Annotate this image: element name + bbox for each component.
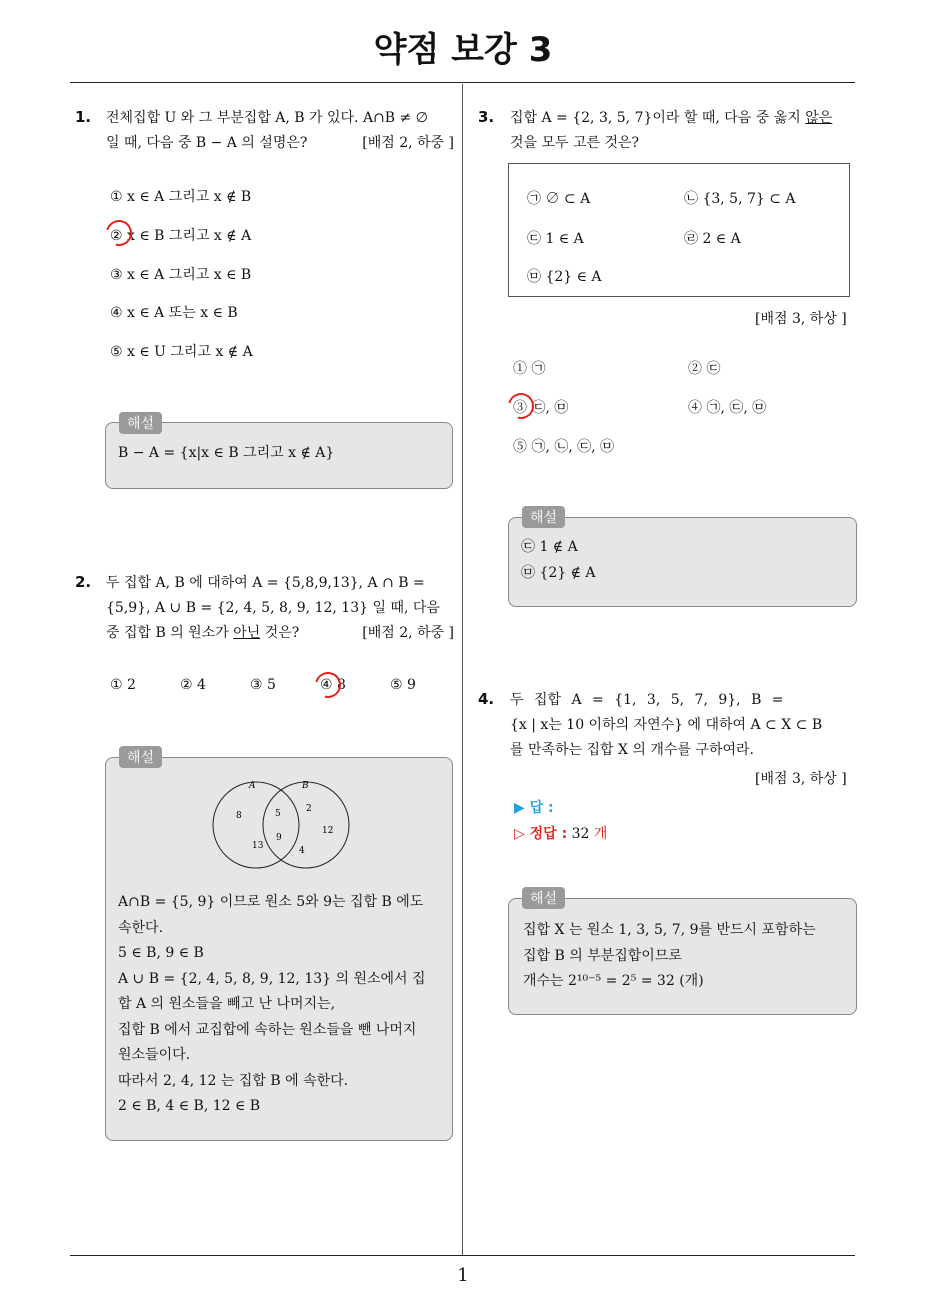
page-number: 1 bbox=[457, 1265, 469, 1286]
question-text bbox=[510, 688, 860, 763]
selected-answer-mark bbox=[310, 667, 346, 703]
option-3[interactable]: ③ x ∈ A 그리고 x ∈ B bbox=[110, 267, 252, 283]
venn-element: 2 bbox=[306, 804, 312, 814]
explanation-tag: 해설 bbox=[522, 506, 565, 528]
option-5[interactable]: ⑤ x ∈ U 그리고 x ∉ A bbox=[110, 344, 253, 360]
option-1[interactable]: ① ㉠ bbox=[513, 361, 546, 377]
option-4[interactable]: ④ 8 bbox=[320, 677, 346, 693]
correct-answer-value: 32 bbox=[571, 826, 590, 842]
statement-2: ㉡ {3, 5, 7} ⊂ A bbox=[684, 191, 796, 207]
question-line bbox=[510, 106, 860, 131]
answer-label[interactable]: ▶ 답 : bbox=[514, 800, 554, 816]
question-text bbox=[106, 571, 458, 646]
venn-element: 8 bbox=[236, 811, 242, 821]
explanation-box bbox=[508, 898, 857, 1015]
explanation-line: A∩B = {5, 9} 이므로 원소 5와 9는 집합 B 에도 bbox=[118, 894, 424, 910]
option-4[interactable]: ④ x ∈ A 또는 x ∈ B bbox=[110, 305, 238, 321]
explanation-line: 집합 B 에서 교집합에 속하는 원소들을 뺀 나머지 bbox=[118, 1021, 417, 1038]
explanation-box bbox=[105, 757, 453, 1141]
statement-5: ㉤ {2} ∈ A bbox=[527, 269, 602, 285]
statement-3: ㉢ 1 ∈ A bbox=[527, 231, 584, 247]
correct-answer-label: ▷ 정답 : bbox=[514, 826, 568, 842]
explanation-line: ㉤ {2} ∉ A bbox=[521, 564, 596, 581]
points-label: [배점 3, 하상 ] bbox=[755, 311, 847, 327]
option-2[interactable]: ② ㉢ bbox=[688, 361, 721, 377]
set-b-circle bbox=[263, 782, 349, 868]
question-stem: 중 집합 B 의 원소가 bbox=[106, 625, 234, 641]
explanation-tag: 해설 bbox=[119, 412, 162, 434]
explanation-tag: 해설 bbox=[522, 887, 565, 909]
option-5[interactable]: ⑤ ㉠, ㉡, ㉢, ㉤ bbox=[513, 439, 615, 455]
points-label: [배점 2, 하중 ] bbox=[362, 625, 454, 641]
page-title: 약점 보강 3 bbox=[373, 30, 553, 70]
statement-1: ㉠ ∅ ⊂ A bbox=[527, 191, 591, 207]
statement-4: ㉣ 2 ∈ A bbox=[684, 231, 741, 247]
explanation-line: 2 ∈ B, 4 ∈ B, 12 ∈ B bbox=[118, 1098, 261, 1114]
option-2[interactable]: ② x ∈ B 그리고 x ∉ A bbox=[110, 228, 252, 244]
option-3[interactable]: ③ ㉢, ㉤ bbox=[513, 400, 569, 416]
explanation-box bbox=[508, 517, 857, 607]
points-label: [배점 2, 하중 ] bbox=[362, 135, 454, 151]
question-line: 두 집합 A, B 에 대하여 A = {5,8,9,13}, A ∩ B = bbox=[106, 575, 425, 591]
question-stem: 집합 A = {2, 3, 5, 7}이라 할 때, 다음 중 옳지 bbox=[510, 110, 806, 126]
points-label: [배점 3, 하상 ] bbox=[755, 771, 847, 787]
venn-element: 4 bbox=[299, 846, 305, 856]
question-line: 를 만족하는 집합 X 의 개수를 구하여라. bbox=[510, 742, 754, 758]
question-stem: 것은? bbox=[260, 625, 300, 641]
option-5[interactable]: ⑤ 9 bbox=[390, 677, 416, 693]
explanation-text bbox=[118, 890, 426, 1120]
question-line bbox=[106, 131, 458, 156]
explanation-line: 5 ∈ B, 9 ∈ B bbox=[118, 945, 204, 961]
question-line: 것을 모두 고른 것은? bbox=[510, 135, 640, 151]
option-2[interactable]: ② 4 bbox=[180, 677, 206, 693]
option-3[interactable]: ③ 5 bbox=[250, 677, 276, 693]
column-divider bbox=[462, 84, 463, 1256]
explanation-text: B − A = {x|x ∈ B 그리고 x ∉ A} bbox=[118, 445, 335, 461]
explanation-text bbox=[521, 535, 596, 586]
top-rule bbox=[70, 82, 855, 83]
emphasis-underline: 아닌 bbox=[233, 625, 261, 641]
venn-element: 12 bbox=[322, 826, 334, 836]
question-number: 4. bbox=[478, 690, 495, 708]
explanation-line: 합 A 의 원소들을 빼고 난 나머지는, bbox=[118, 996, 336, 1012]
question-line: 두 집합 A = {1, 3, 5, 7, 9}, B = bbox=[510, 692, 784, 708]
explanation-line: A ∪ B = {2, 4, 5, 8, 9, 12, 13} 의 원소에서 집 bbox=[118, 970, 426, 987]
selected-answer-mark bbox=[101, 215, 137, 251]
explanation-text bbox=[523, 918, 816, 995]
venn-label-a: A bbox=[249, 781, 256, 791]
venn-label-b: B bbox=[302, 781, 309, 791]
emphasis-underline: 않은 bbox=[805, 110, 833, 126]
explanation-line: 따라서 2, 4, 12 는 집합 B 에 속한다. bbox=[118, 1072, 349, 1089]
venn-element: 5 bbox=[275, 809, 281, 819]
question-stem: 일 때, 다음 중 B − A 의 설명은? bbox=[106, 135, 308, 151]
set-a-circle bbox=[213, 782, 299, 868]
explanation-line: 속한다. bbox=[118, 919, 164, 936]
question-line bbox=[106, 621, 458, 646]
explanation-line: 집합 X 는 원소 1, 3, 5, 7, 9를 반드시 포함하는 bbox=[523, 922, 816, 938]
question-number: 2. bbox=[75, 573, 92, 591]
explanation-line: 개수는 2¹⁰⁻⁵ = 2⁵ = 32 (개) bbox=[523, 973, 704, 989]
explanation-line: 원소들이다. bbox=[118, 1047, 191, 1063]
question-line: {5,9}, A ∪ B = {2, 4, 5, 8, 9, 12, 13} 일 때, 다음 bbox=[106, 600, 440, 616]
statement-box bbox=[508, 163, 850, 297]
option-1[interactable]: ① x ∈ A 그리고 x ∉ B bbox=[110, 189, 252, 205]
venn-diagram bbox=[206, 778, 356, 873]
correct-answer-unit: 개 bbox=[593, 826, 608, 842]
selected-answer-mark bbox=[503, 388, 539, 424]
question-number: 1. bbox=[75, 108, 92, 126]
question-line: {x | x는 10 이하의 자연수} 에 대하여 A ⊂ X ⊂ B bbox=[510, 717, 823, 733]
correct-answer bbox=[514, 823, 607, 843]
question-text bbox=[510, 106, 860, 156]
question-line: 전체집합 U 와 그 부분집합 A, B 가 있다. A∩B ≠ ∅ bbox=[106, 110, 428, 126]
explanation-line: 집합 B 의 부분집합이므로 bbox=[523, 947, 682, 964]
option-1[interactable]: ① 2 bbox=[110, 677, 136, 693]
question-text bbox=[106, 106, 458, 156]
explanation-tag: 해설 bbox=[119, 746, 162, 768]
explanation-line: ㉢ 1 ∉ A bbox=[521, 539, 578, 555]
venn-element: 9 bbox=[276, 833, 282, 843]
question-number: 3. bbox=[478, 108, 495, 126]
venn-element: 13 bbox=[252, 841, 264, 851]
option-4[interactable]: ④ ㉠, ㉢, ㉤ bbox=[688, 400, 767, 416]
bottom-rule bbox=[70, 1255, 855, 1256]
